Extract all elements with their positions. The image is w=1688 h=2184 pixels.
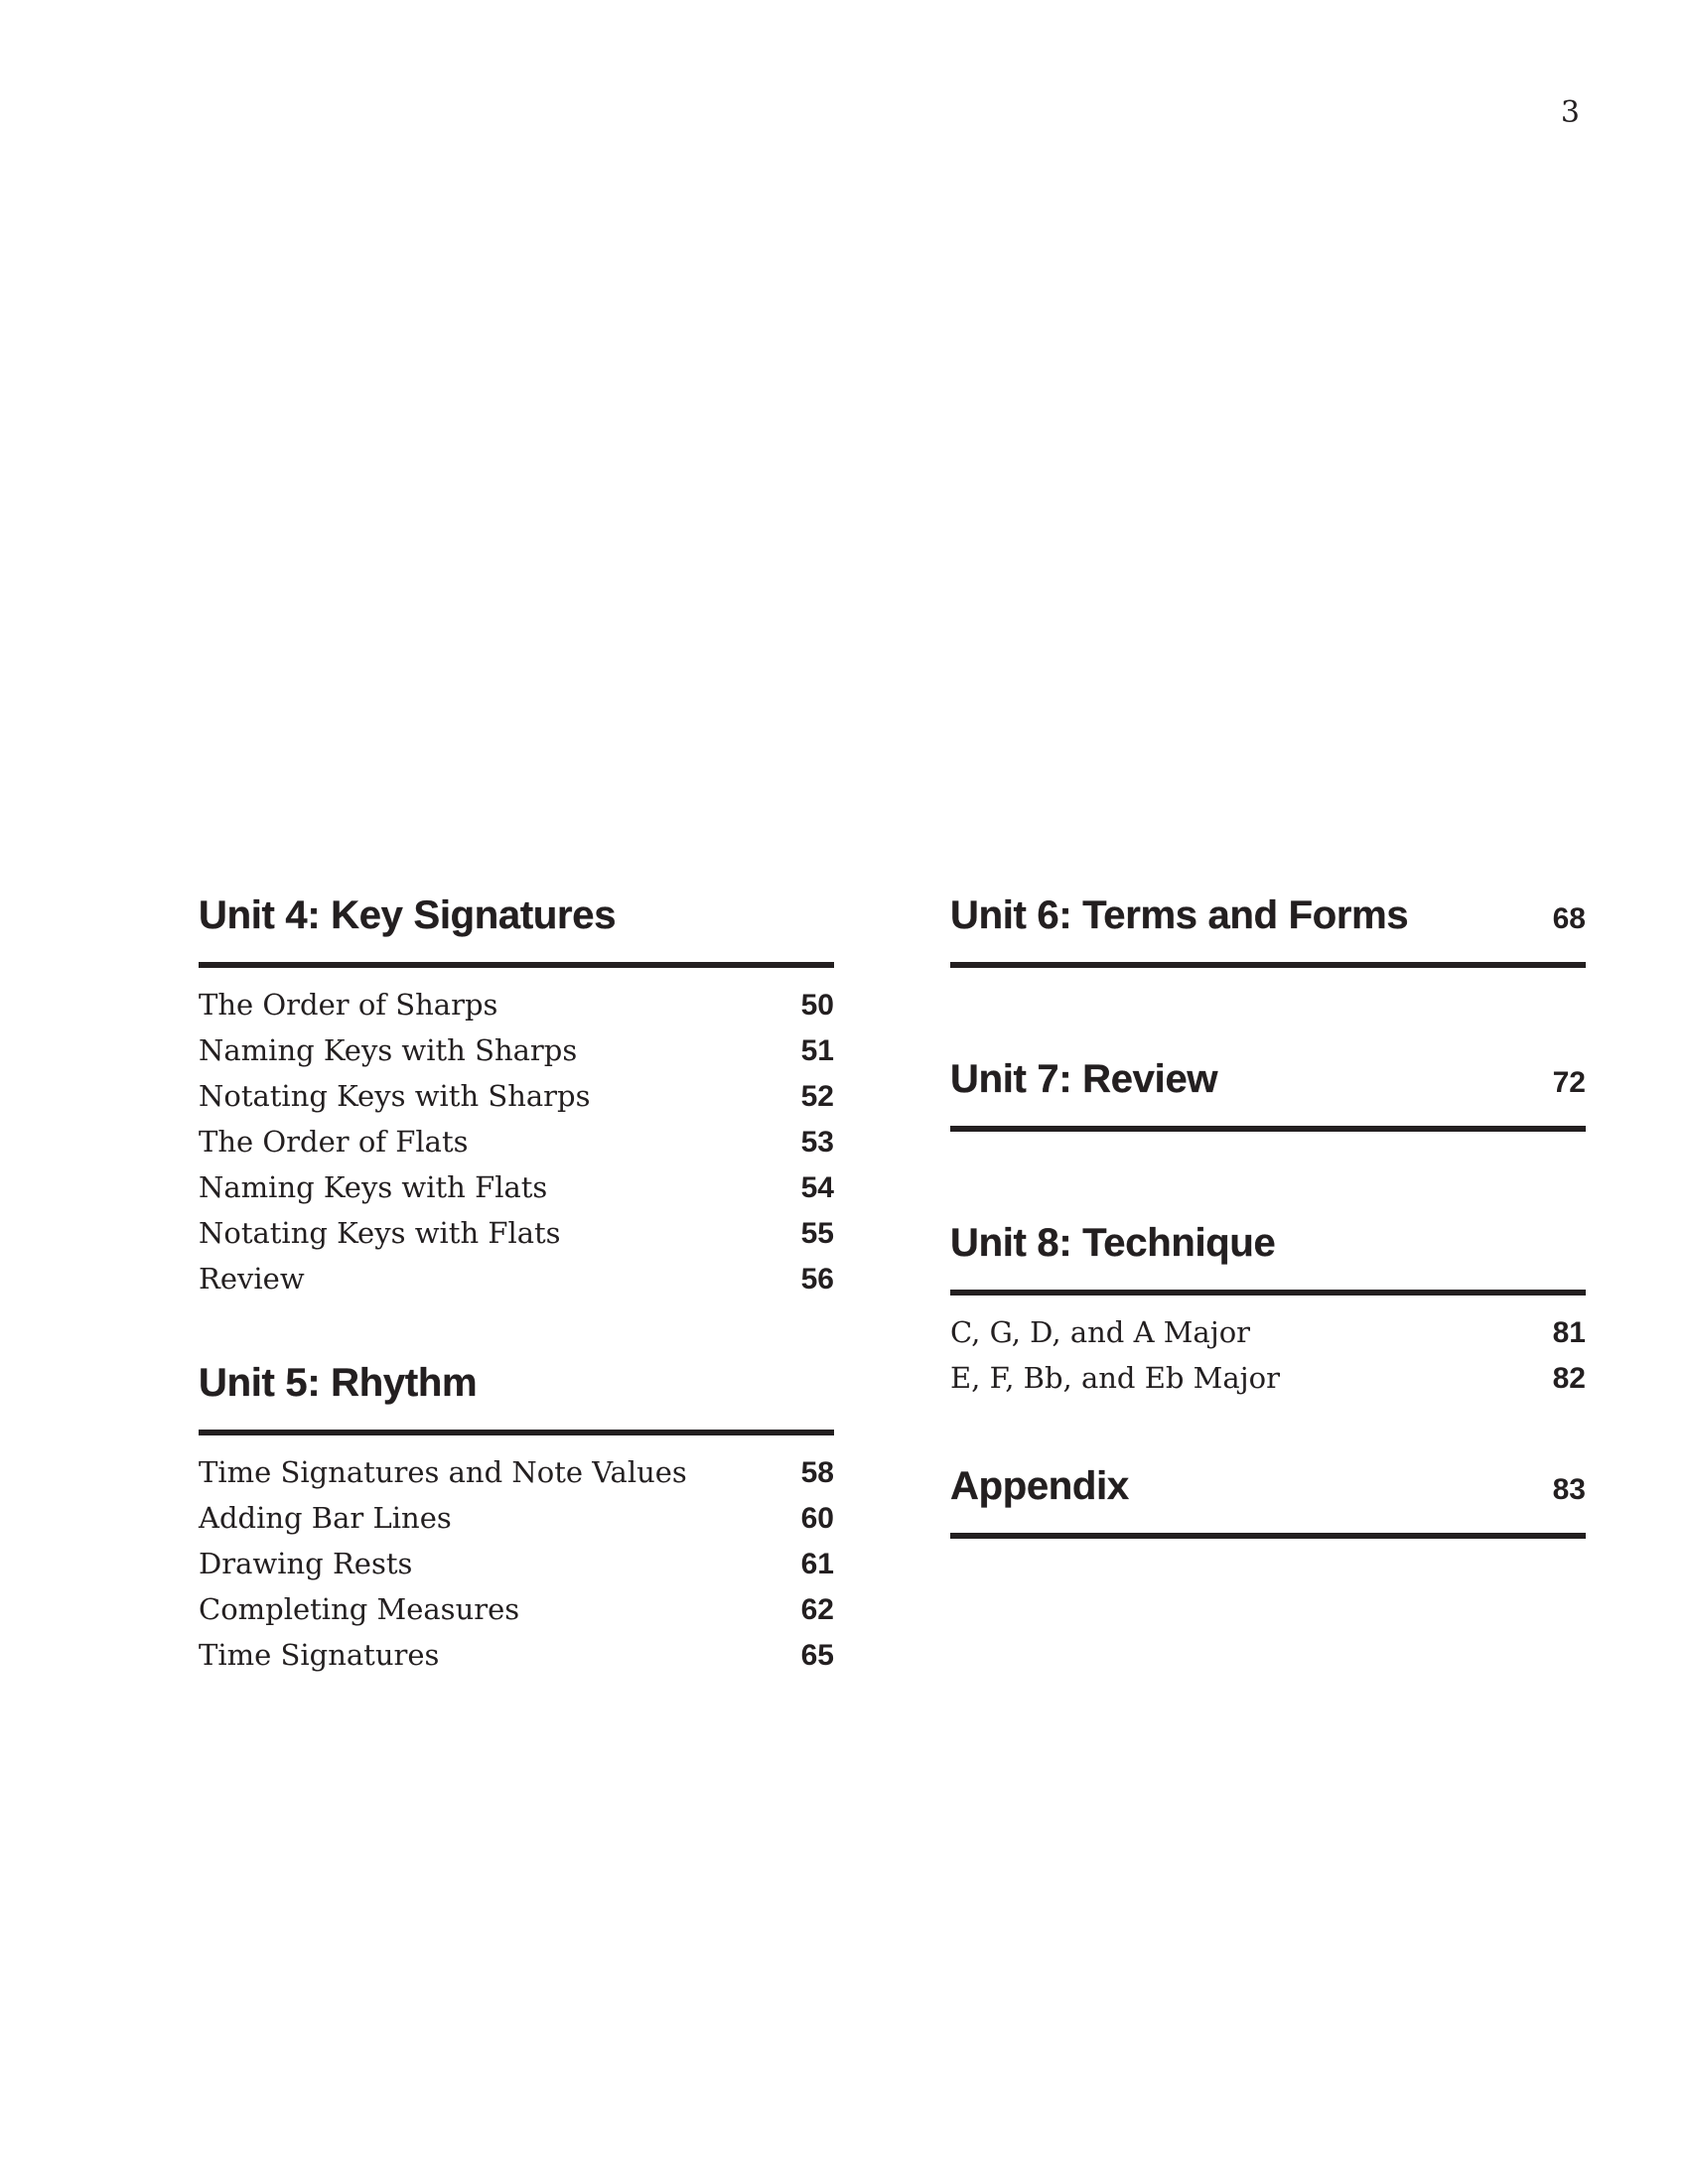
toc-entry-page: 82: [1552, 1362, 1586, 1395]
toc-entry-title: Notating Keys with Sharps: [199, 1079, 591, 1113]
toc-entry-title: Time Signatures and Note Values: [199, 1455, 687, 1489]
toc-entry[interactable]: [199, 1501, 834, 1547]
toc-entry-title: Naming Keys with Sharps: [199, 1033, 578, 1067]
toc-entry-page: 51: [800, 1034, 834, 1067]
toc-entry-page: 55: [800, 1217, 834, 1250]
toc-entry[interactable]: [199, 1033, 834, 1079]
toc-entry-title: Notating Keys with Flats: [199, 1216, 561, 1250]
toc-entry[interactable]: [199, 1262, 834, 1307]
toc-entry-page: 54: [800, 1171, 834, 1204]
toc-unit-4: [199, 893, 834, 1307]
unit-page-number: 68: [1552, 902, 1586, 935]
toc-entry-list: [199, 968, 834, 1307]
unit-title: Appendix: [950, 1464, 1129, 1508]
toc-entry-title: The Order of Flats: [199, 1125, 469, 1159]
unit-title: Unit 7: Review: [950, 1057, 1218, 1101]
toc-unit-5: [199, 1361, 834, 1684]
toc-left-column: [199, 893, 834, 1737]
toc-entry-title: E, F, Bb, and Eb Major: [950, 1361, 1280, 1395]
toc-entry[interactable]: [199, 1170, 834, 1216]
toc-entry-page: 58: [800, 1456, 834, 1489]
toc-entry-page: 52: [800, 1080, 834, 1113]
toc-entry-title: The Order of Sharps: [199, 988, 498, 1022]
toc-unit-8: [950, 1221, 1586, 1407]
toc-entry[interactable]: [950, 1361, 1586, 1407]
unit-header: [950, 1057, 1586, 1132]
toc-entry[interactable]: [199, 1079, 834, 1125]
toc-entry[interactable]: [199, 1592, 834, 1638]
toc-unit-6[interactable]: [950, 893, 1586, 968]
unit-header: [950, 893, 1586, 968]
toc-entry[interactable]: [199, 1455, 834, 1501]
unit-header: [950, 1221, 1586, 1296]
unit-title: Unit 4: Key Signatures: [199, 893, 617, 937]
unit-page-number: 83: [1552, 1473, 1586, 1506]
toc-entry-title: Completing Measures: [199, 1592, 520, 1626]
toc-right-column: [950, 893, 1586, 1592]
toc-entry-title: C, G, D, and A Major: [950, 1315, 1251, 1349]
page-number: 3: [1560, 95, 1580, 130]
unit-page-number: 72: [1552, 1066, 1586, 1099]
unit-header: [199, 893, 834, 968]
unit-header: [950, 1464, 1586, 1539]
toc-entry-page: 53: [800, 1126, 834, 1159]
toc-entry[interactable]: [199, 1216, 834, 1262]
toc-entry[interactable]: [199, 1125, 834, 1170]
unit-title: Unit 8: Technique: [950, 1221, 1276, 1265]
toc-entry-page: 62: [800, 1593, 834, 1626]
toc-entry-page: 50: [800, 989, 834, 1022]
unit-header: [199, 1361, 834, 1435]
toc-unit-7[interactable]: [950, 1057, 1586, 1132]
toc-entry-list: [950, 1296, 1586, 1407]
toc-entry-page: 60: [800, 1502, 834, 1535]
unit-title: Unit 5: Rhythm: [199, 1361, 478, 1405]
toc-entry-title: Naming Keys with Flats: [199, 1170, 548, 1204]
toc-entry-title: Adding Bar Lines: [199, 1501, 452, 1535]
toc-entry-title: Time Signatures: [199, 1638, 440, 1672]
unit-title: Unit 6: Terms and Forms: [950, 893, 1409, 937]
toc-entry-title: Drawing Rests: [199, 1547, 413, 1580]
toc-entry-page: 56: [800, 1263, 834, 1296]
toc-entry[interactable]: [199, 1547, 834, 1592]
toc-entry-page: 81: [1552, 1316, 1586, 1349]
toc-appendix[interactable]: [950, 1464, 1586, 1539]
toc-entry[interactable]: [950, 1315, 1586, 1361]
toc-entry[interactable]: [199, 988, 834, 1033]
toc-entry-list: [199, 1435, 834, 1684]
toc-entry-title: Review: [199, 1262, 305, 1296]
toc-entry-page: 61: [800, 1548, 834, 1580]
toc-entry[interactable]: [199, 1638, 834, 1684]
toc-entry-page: 65: [800, 1639, 834, 1672]
